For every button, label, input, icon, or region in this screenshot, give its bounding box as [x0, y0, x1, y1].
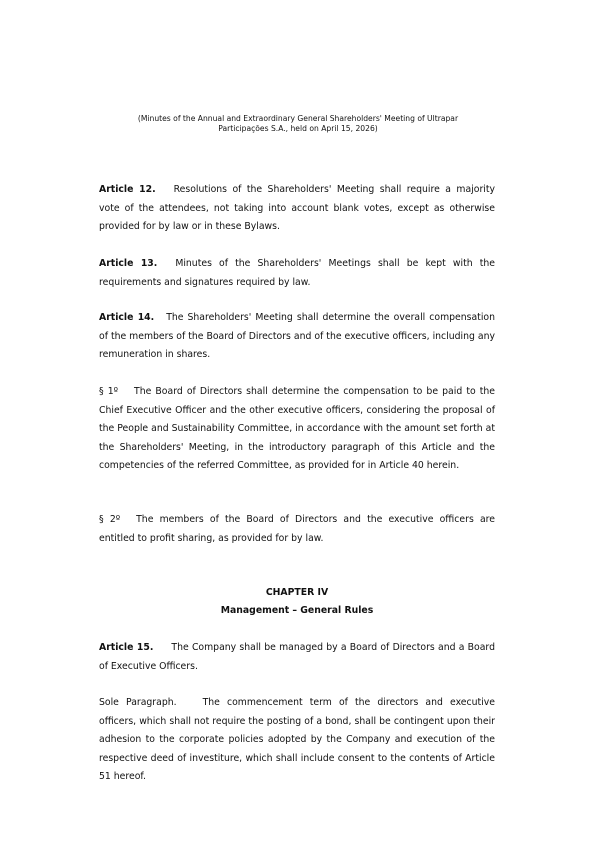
sole-paragraph-text: The commencement term of the directors and executive officers, which shall not require the posting of a bond, shall be contingent upon their adhesion to the corporate policies adopted by the Company and execution of the respective deed of investiture, which shall include consent to the contents of Article 51 hereof. — [99, 697, 495, 782]
sole-paragraph-lead: Sole Paragraph. — [99, 697, 177, 708]
article-15-text: The Company shall be managed by a Board of Directors and a Board of Executive Officers. — [99, 642, 495, 672]
paragraph-2-text: The members of the Board of Directors and the executive officers are entitled to profit sharing, as provided for by law. — [99, 514, 495, 544]
chapter-subtitle: Management – General Rules — [220, 605, 374, 616]
chapter-title: CHAPTER IV — [265, 587, 329, 598]
sole-paragraph — [99, 694, 495, 787]
article-14-lead: Article 14. — [99, 312, 155, 323]
article-13-lead: Article 13. — [99, 258, 158, 269]
paragraph-1-text: The Board of Directors shall determine the compensation to be paid to the Chief Executive Officer and the other executive officers, considering the proposal of the People and Sustainability Committee, in accordance with the amount set forth at the Shareholders' Meeting, in the introductory paragraph of this Article and the competencies of the referred Committee, as provided for in Article 40 herein. — [99, 386, 496, 471]
article-15 — [99, 639, 495, 676]
article-13 — [99, 255, 495, 292]
article-13-text: Minutes of the Shareholders' Meetings shall be kept with the requirements and signatures required by law. — [99, 258, 496, 288]
header-line-2: Participações S.A., held on April 15, 2026) — [218, 124, 378, 133]
article-12-lead: Article 12. — [99, 184, 156, 195]
paragraph-1 — [99, 383, 495, 476]
article-14 — [99, 309, 495, 365]
article-15-lead: Article 15. — [99, 642, 154, 653]
article-12-text: Resolutions of the Shareholders' Meeting shall require a majority vote of the attendees, not taking into account blank votes, except as otherwise provided for by law or in these Bylaws. — [99, 184, 495, 232]
paragraph-2 — [99, 511, 495, 548]
article-14-text: The Shareholders' Meeting shall determine the overall compensation of the members of the Board of Directors and of the executive officers, including any remuneration in shares. — [99, 312, 495, 360]
paragraph-1-lead: § 1º — [99, 386, 119, 397]
paragraph-2-lead: § 2º — [99, 514, 121, 525]
article-12 — [99, 181, 495, 237]
header-line-1: (Minutes of the Annual and Extraordinary General Shareholders' Meeting of Ultrapar — [137, 114, 459, 123]
minutes-header — [96, 114, 500, 134]
